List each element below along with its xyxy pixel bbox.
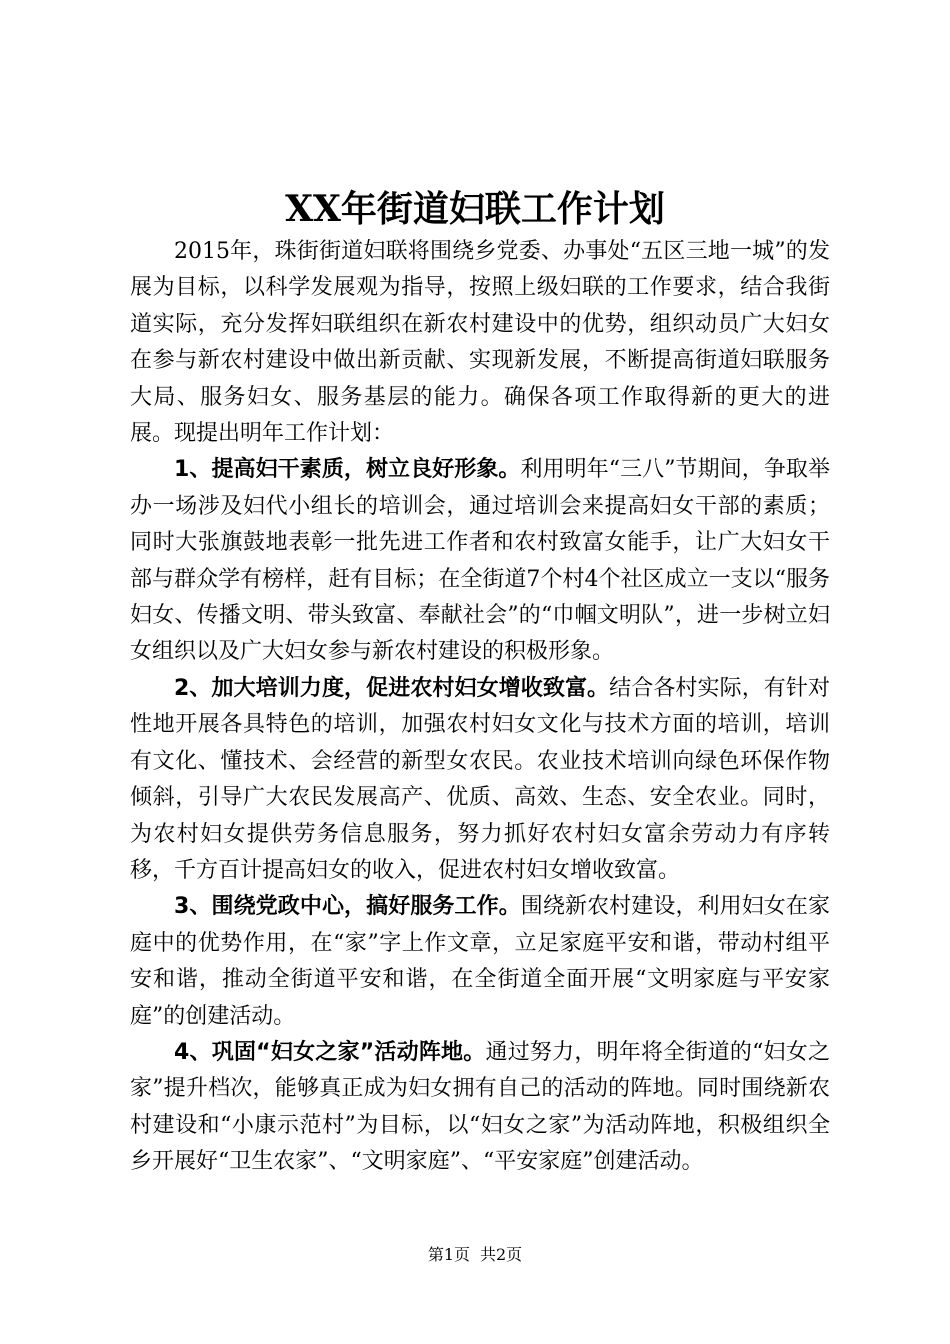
intro-paragraph: 2015年，珠街街道妇联将围绕乡党委、办事处“五区三地一城”的发展为目标，以科学发展观为指导，按照上级妇联的工作要求，结合我街道实际，充分发挥妇联组织在新农村建设中的优势，组织动员广大妇女在参与新农村建设中做出新贡献、实现新发展，不断提高街道妇联服务大局、服务妇女、服务基层的能力。确保各项工作取得新的更大的进展。现提出明年工作计划： [130,239,830,447]
section-paragraph-4 [130,1035,830,1181]
section-text-1: 利用明年“三八”节期间，争取举办一场涉及妇代小组长的培训会，通过培训会来提高妇女干部的素质；同时大张旗鼓地表彰一批先进工作者和农村致富女能手，让广大妇女干部与群众学有榜样，赶有目标；在全街道7个村4个社区成立一支以“服务妇女、传播文明、带头致富、奉献社会”的“巾帼文明队”，进一步树立妇女组织以及广大妇女参与新农村建设的积极形象。 [130,457,831,665]
section-paragraph-3 [130,889,830,1035]
section-text-3: 围绕新农村建设，利用妇女在家庭中的优势作用，在“家”字上作文章，立足家庭平安和谐，带动村组平安和谐，推动全街道平安和谐，在全街道全面开展“文明家庭与平安家庭”的创建活动。 [130,894,830,1029]
section-text-4: 通过努力，明年将全街道的“妇女之家”提升档次，能够真正成为妇女拥有自己的活动的阵地。同时围绕新农村建设和“小康示范村”为目标，以“妇女之家”为活动阵地，积极组织全乡开展好“卫生农家”、“文明家庭”、“平安家庭”创建活动。 [130,1039,830,1175]
document-body [130,234,830,1181]
page-count: 共2页 [480,1245,523,1264]
section-heading-3: 3、围绕党政中心，搞好服务工作。 [174,894,521,920]
section-paragraph-2 [130,671,830,889]
page-footer [0,1244,950,1266]
section-paragraph-1 [130,452,830,670]
page-number: 第1页 [427,1245,470,1264]
section-heading-1: 1、提高妇干素质，树立良好形象。 [174,457,521,483]
section-text-2: 结合各村实际，有针对性地开展各具特色的培训，加强农村妇女文化与技术方面的培训，培训有文化、懂技术、会经营的新型女农民。农业技术培训向绿色环保作物倾斜，引导广大农民发展高产、优质、高效、生态、安全农业。同时，为农村妇女提供劳务信息服务，努力抓好农村妇女富余劳动力有序转移，千方百计提高妇女的收入，促进农村妇女增收致富。 [130,675,830,883]
document-title: XX年街道妇联工作计划 [285,188,665,230]
section-heading-2: 2、加大培训力度，促进农村妇女增收致富。 [174,675,610,701]
section-heading-4: 4、巩固“妇女之家”活动阵地。 [174,1039,486,1065]
